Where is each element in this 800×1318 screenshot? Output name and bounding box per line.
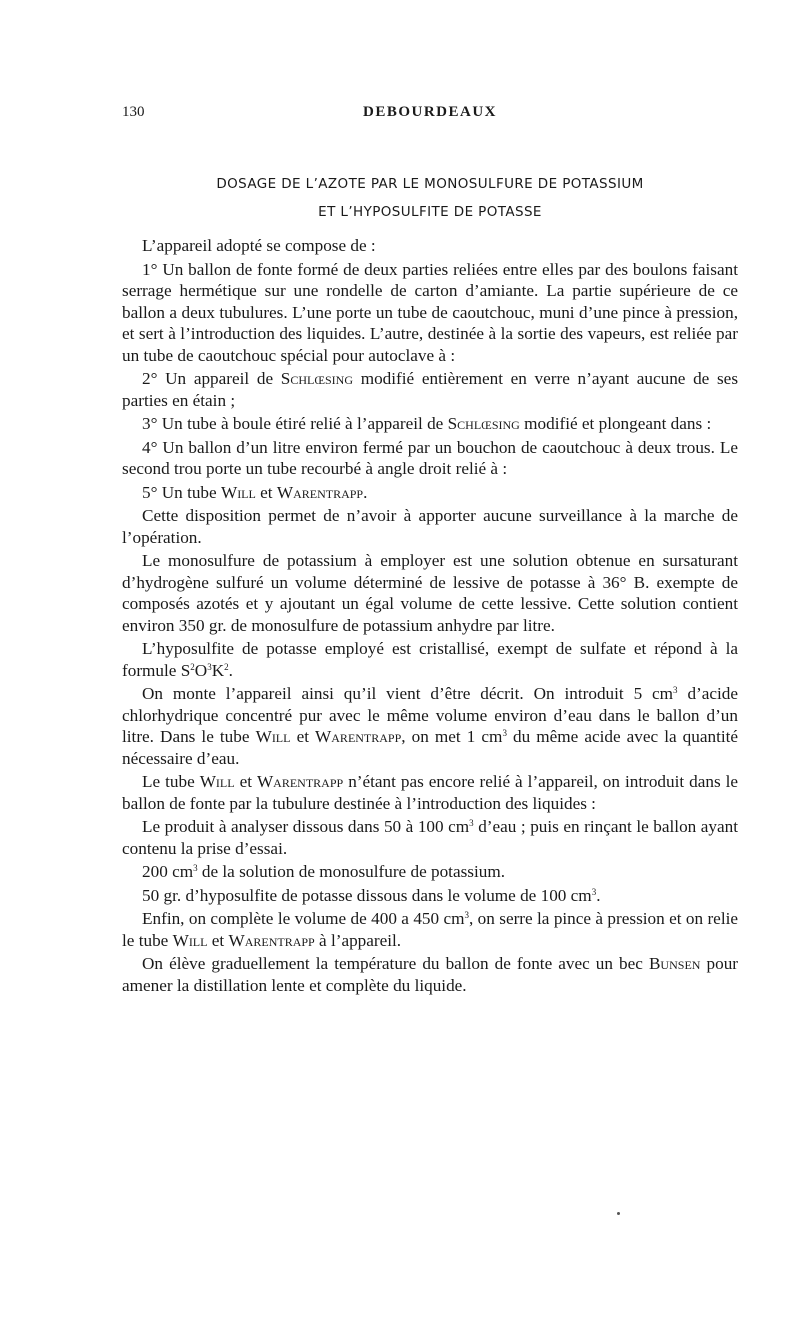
author-name: Warentrapp [228, 930, 315, 950]
author-name: Bunsen [648, 954, 701, 973]
ink-speck [617, 1212, 620, 1215]
paragraph: L’hyposulfite de potasse employé est cristallisé, exempt de sulfate et répond à la formule $S^2O^3K^2$. [122, 639, 738, 680]
author-name: Will [172, 930, 208, 950]
paragraph: 4° Un ballon d’un litre environ fermé par un bouchon de caoutchouc à deux trous. Le second trou porte un tube recourbé à angle droit relié à : [122, 437, 738, 478]
paragraph: On élève graduellement la température du ballon de fonte avec un bec Bunsen pour amener la distillation lente et complète du liquide. [122, 954, 739, 995]
section-title-line-2: ET L’HYPOSULFITE DE POTASSE [318, 204, 542, 220]
author-name: Schlœsing [447, 414, 520, 433]
paragraph: Enfin, on complète le volume de 400 a 450 $cm^3$, on serre la pince à pression et on relie le tube Will et Warentrapp à l’appareil. [122, 909, 738, 950]
author-name: Will [255, 727, 291, 746]
paragraph: 3° Un tube à boule étiré relié à l’appareil de Schlœsing modifié et plongeant dans : [142, 414, 712, 433]
section-title [122, 170, 738, 226]
paragraph: 2° Un appareil de Schlœsing modifié entièrement en verre n’ayant aucune de ses parties en étain ; [122, 369, 739, 410]
paragraph: 5° Un tube Will et Warentrapp. [142, 482, 368, 502]
paragraph: L’appareil adopté se compose de : [142, 236, 376, 255]
author-name: Schlœsing [280, 369, 354, 388]
paragraph: Le tube Will et Warentrapp n’étant pas encore relié à l’appareil, on introduit dans le ballon de fonte par la tubulure destinée à l’introduction des liquides : [122, 772, 739, 813]
paragraph: Le produit à analyser dissous dans 50 à 100 $cm^3$ d’eau ; puis en rinçant le ballon ayant contenu la prise d’essai. [122, 817, 739, 858]
body-text [122, 235, 738, 998]
paragraph: 200 $cm^3$ de la solution de monosulfure de potassium. [142, 862, 505, 881]
page-header [122, 104, 738, 128]
running-title: DEBOURDEAUX [362, 104, 497, 120]
page-number: 130 [122, 104, 145, 120]
paragraph: On monte l’appareil ainsi qu’il vient d’être décrit. On introduit 5 $cm^3$ d’acide chlorhydrique concentré pur avec le même volume environ d’eau dans le ballon d’un litre. Dans le tube Will et Warentrapp, on met 1 $cm^3$ du même acide avec la quantité nécessaire d’eau. [122, 684, 739, 768]
author-name: Will [220, 482, 256, 502]
paragraph: 1° Un ballon de fonte formé de deux parties reliées entre elles par des boulons faisant serrage hermétique sur une rondelle de carton d’amiante. La partie supérieure de ce ballon a deux tubulures. L’une porte un tube de caoutchouc, muni d’une pince à pression, et sert à l’introduction des liquides. L’autre, destinée à la sortie des vapeurs, est reliée par un tube de caoutchouc spécial pour autoclave à : [122, 259, 738, 365]
author-name: Warentrapp [256, 772, 344, 791]
paragraph: Le monosulfure de potassium à employer est une solution obtenue en sursaturant d’hydrogène sulfuré un volume déterminé de lessive de potasse à 36° B. exempte de composés azotés et y ajoutant un égal volume de cette lessive. Cette solution contient environ 350 gr. de monosulfure de potassium anhydre par litre. [122, 551, 738, 635]
author-name: Will [199, 772, 235, 791]
paragraph: 50 gr. d’hyposulfite de potasse dissous dans le volume de 100 $cm^3$. [142, 885, 601, 905]
author-name: Warentrapp [276, 482, 364, 502]
author-name: Warentrapp [315, 727, 402, 746]
paragraph: Cette disposition permet de n’avoir à apporter aucune surveillance à la marche de l’opération. [122, 506, 738, 547]
section-title-line-1: DOSAGE DE L’AZOTE PAR LE MONOSULFURE DE POTASSIUM [216, 176, 644, 192]
